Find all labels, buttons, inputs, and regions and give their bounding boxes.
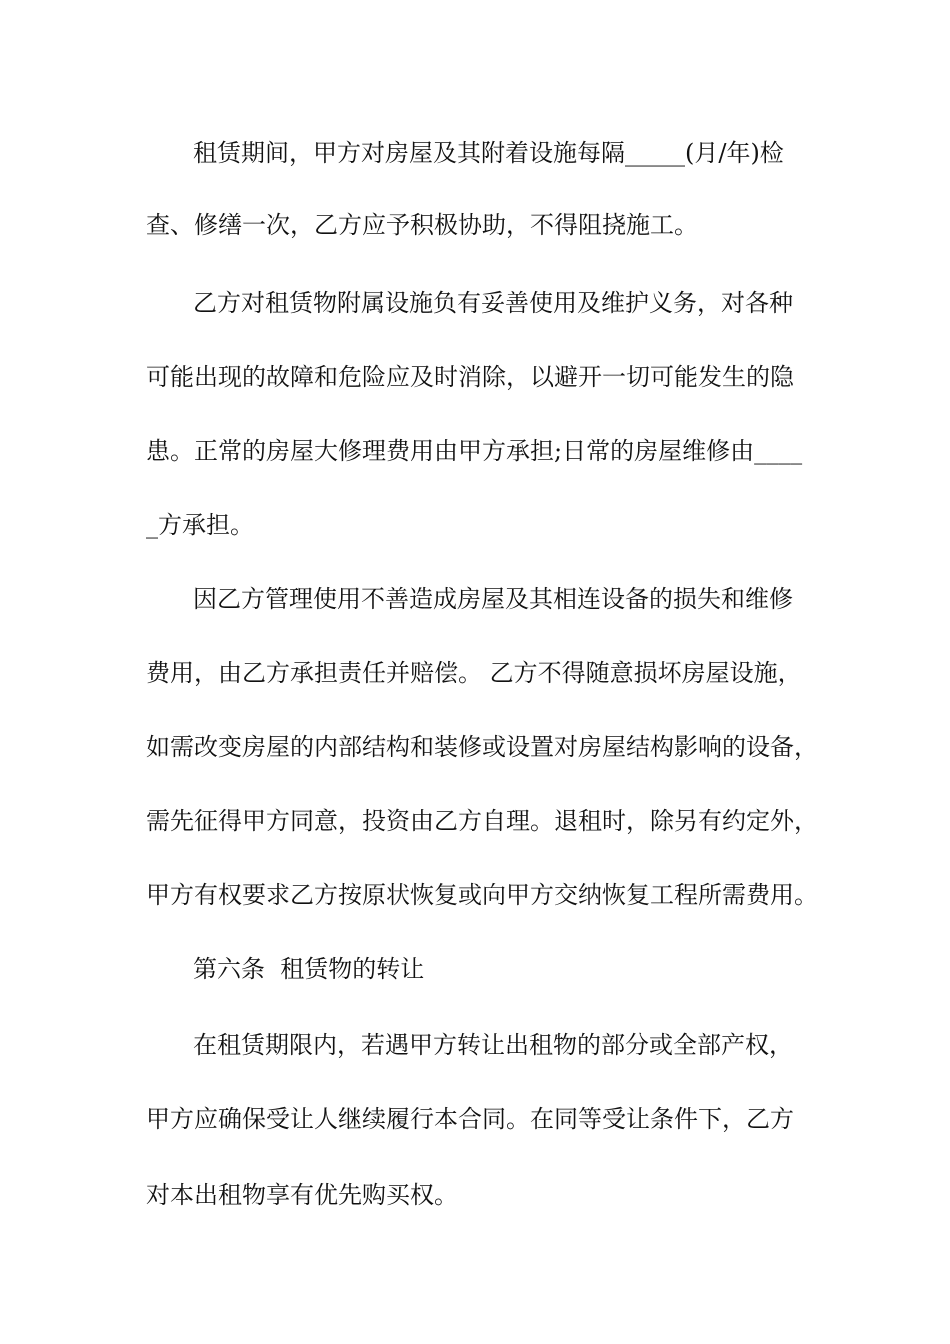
section-heading: 第六条 租赁物的转让 <box>193 955 425 983</box>
paragraph-line: 查、修缮一次，乙方应予积极协助，不得阻挠施工。 <box>146 211 698 239</box>
paragraph-line: 乙方对租赁物附属设施负有妥善使用及维护义务，对各种 <box>193 289 793 317</box>
paragraph-line: 需先征得甲方同意，投资由乙方自理。退租时，除另有约定外， <box>146 807 818 835</box>
paragraph-line: 如需改变房屋的内部结构和装修或设置对房屋结构影响的设备， <box>146 733 818 761</box>
paragraph-line: 在租赁期限内，若遇甲方转让出租物的部分或全部产权， <box>193 1031 793 1059</box>
paragraph-line: 对本出租物享有优先购买权。 <box>146 1181 458 1209</box>
paragraph-line: 患。正常的房屋大修理费用由甲方承担;日常的房屋维修由____ <box>146 437 803 465</box>
paragraph-line: _方承担。 <box>146 511 254 539</box>
paragraph-line: 因乙方管理使用不善造成房屋及其相连设备的损失和维修 <box>193 585 793 613</box>
paragraph-line: 可能出现的故障和危险应及时消除，以避开一切可能发生的隐 <box>146 363 794 391</box>
paragraph-line: 甲方有权要求乙方按原状恢复或向甲方交纳恢复工程所需费用。 <box>146 881 818 909</box>
paragraph-line: 费用，由乙方承担责任并赔偿。 乙方不得随意损坏房屋设施， <box>146 659 802 687</box>
paragraph-line: 租赁期间，甲方对房屋及其附着设施每隔_____(月/年)检 <box>193 139 784 167</box>
paragraph-line: 甲方应确保受让人继续履行本合同。在同等受让条件下，乙方 <box>146 1105 794 1133</box>
